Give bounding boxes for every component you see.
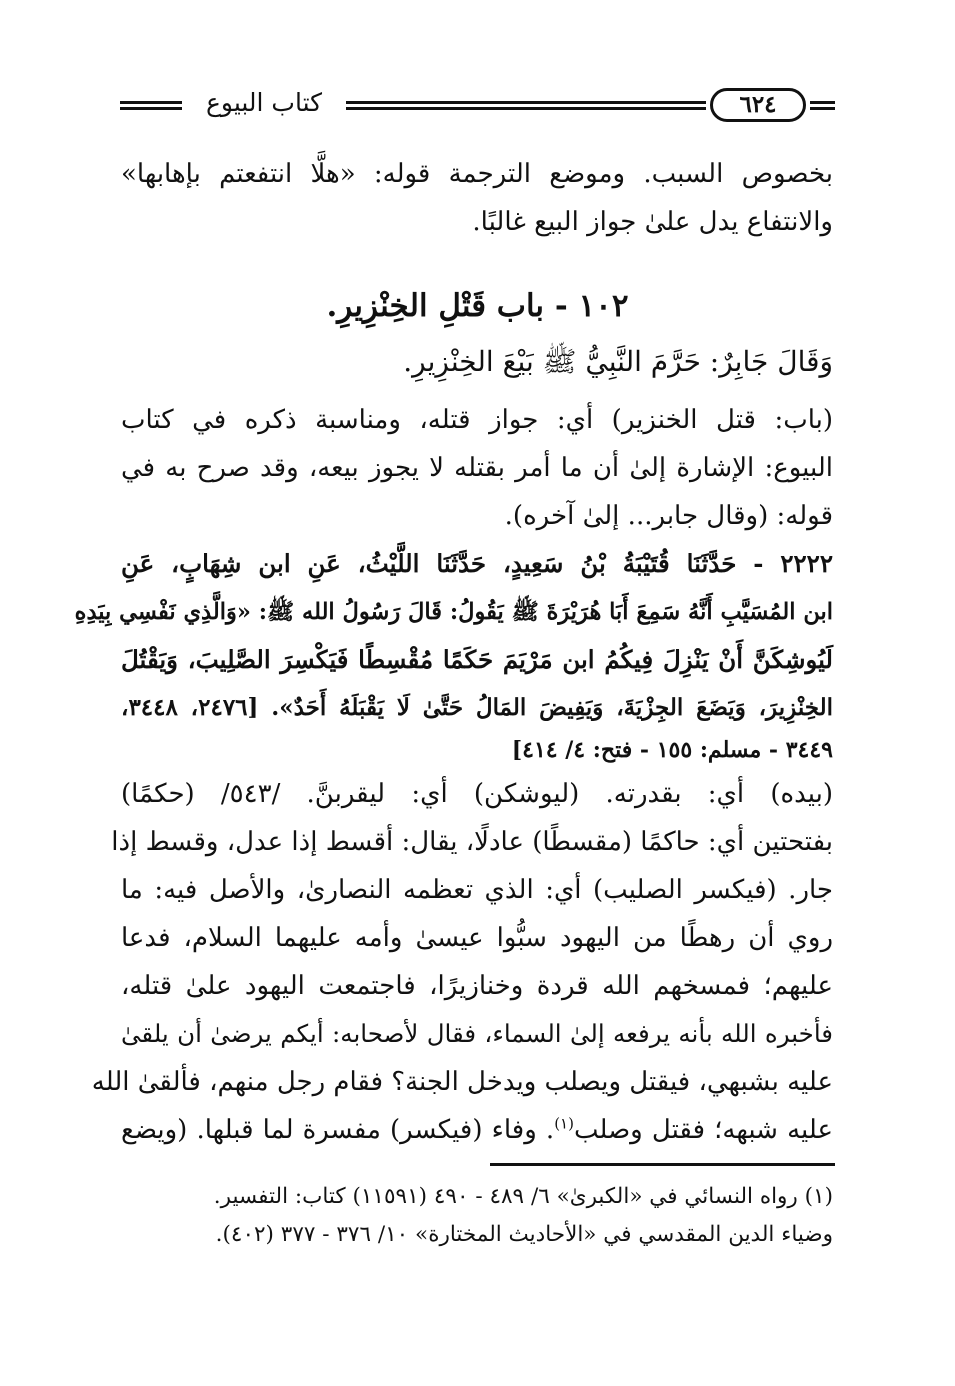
hadith-text [74,540,834,768]
footnotes [121,1178,833,1254]
text-line [121,1106,833,1154]
commentary-paragraph-2 [91,770,833,1154]
hadith-line: لَيُوشِكَنَّ أَنْ يَنْزِلَ فِيكُمُ ابن مَرْيَمَ حَكَمًا مُقْسِطًا فَيَكْسِرَ الصَّلِيبَ، وَيَقْتُلَ [121,645,833,674]
hadith-line: ٢٢٢٢ - حَدَّثَنَا قُتَيْبَةُ بْنُ سَعِيدٍ، حَدَّثَنَا اللَّيْثُ، عَنِ ابن شِهَابٍ، عَنِ [121,549,833,578]
chapter-heading: ١٠٢ - باب قَتْلِ الخِنْزِيرِ. [326,288,629,324]
intro-paragraph [121,150,833,246]
page-header [120,86,835,126]
text-line: روي أن رهطًا من اليهود سبُّوا عيسىٰ وأمه عليهما السلام، فدعا [121,923,833,953]
text-line: البيوع: الإشارة إلىٰ أن ما أمر بقتله لا يجوز بيعه، وقد صرح به في [121,453,833,483]
page-number: ٦٢٤ [710,88,806,122]
chapter-narration [121,338,833,386]
header-rule-left [120,101,182,110]
hadith-line: ابن المُسَيَّبِ أَنَّهُ سَمِعَ أَبَا هُرَيْرَةَ ﷺ يَقُولُ: قَالَ رَسُولُ الله ﷺ: «وَالَّذِي نَفْسِي بِيَدِهِ [74,599,833,625]
header-rule-middle [346,101,706,110]
narration-line: وَقَالَ جَابِرٌ: حَرَّمَ النَّبِيُّ ﷺ بَيْعَ الخِنْزِيرِ. [403,345,833,378]
text-line: بخصوص السبب. وموضع الترجمة قوله: «هلَّا انتفعتم بإهابها» [121,159,833,189]
text-line: (بيده) أي: بقدرته. (ليوشكن) أي: ليقربنَّ. /٥٤٣/ (حكمًا) [121,779,833,809]
footnote-line: وضياء الدين المقدسي في «الأحاديث المختارة» ١٠/ ٣٧٦ - ٣٧٧ (٤٠٢). [215,1222,833,1247]
hadith-line: الخِنْزِيرَ، وَيَضَعَ الجِزْيَةَ، وَيَفِيضَ المَالُ حَتَّىٰ لَا يَقْبَلَهُ أَحَدٌ». [٢٤٧٦، ٣٤٤٨، [121,694,834,721]
text-line: عليهم؛ فمسخهم الله قردة وخنازيرًا، فاجتمعت اليهود علىٰ قتله، [121,971,833,1001]
footnote-marker: (١) [554,1114,574,1133]
text-line: جار. (فيكسر الصليب) أي: الذي تعظمه النصارىٰ، والأصل فيه: ما [121,875,833,905]
footnote-line: (١) رواه النسائي في «الكبرىٰ» ٦/ ٤٨٩ - ٤٩٠ (١١٥٩١) كتاب: التفسير. [213,1184,833,1209]
running-title: كتاب البيوع [205,88,323,117]
text-line: عليه بشبهي، فيقتل ويصلب ويدخل الجنة؟ فقام رجل منهم، فألقىٰ الله [91,1067,833,1097]
text-segment: . وفاء (فيكسر) مفسرة لما قبلها. (ويضع [121,1115,555,1145]
text-line: بفتحتين أي: حاكمًا (مقسطًا) عادلًا، يقال: أقسط إذا عدل، وقسط إذا [111,827,833,857]
text-line: قوله: (وقال جابر... إلىٰ آخره). [504,501,833,531]
hadith-reference: ٣٤٤٩ - مسلم: ١٥٥ - فتح: ٤/ ٤١٤] [511,737,833,763]
header-rule-right [810,101,835,110]
commentary-paragraph-1 [121,396,833,540]
text-line: (باب: قتل الخنزير) أي: جواز قتله، ومناسبة ذكره في كتاب [121,405,833,435]
text-segment: عليه شبهه؛ فقتل وصلب [573,1115,833,1145]
text-line: فأخبره الله بأنه يرفعه إلىٰ السماء، فقال لأصحابه: أيكم يرضىٰ أن يلقىٰ [121,1019,833,1048]
text-line: والانتفاع يدل علىٰ جواز البيع غالبًا. [472,207,833,237]
footnote-divider [490,1163,835,1166]
